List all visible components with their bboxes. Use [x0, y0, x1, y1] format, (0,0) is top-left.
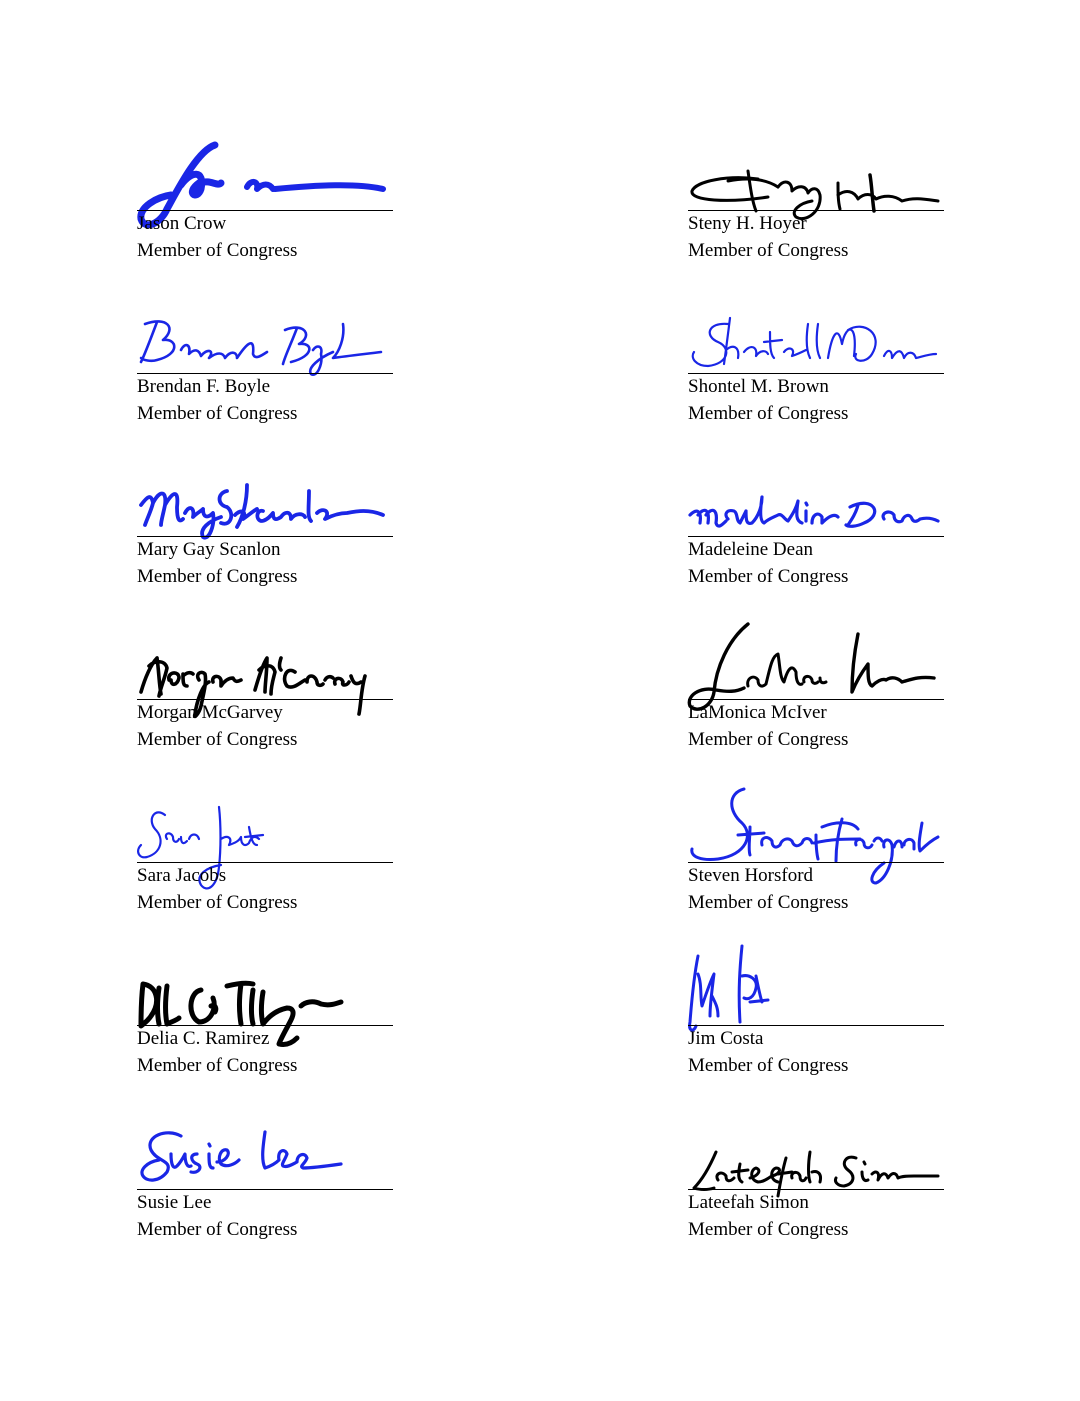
signer-name: Brendan F. Boyle — [137, 376, 271, 397]
signature-block-shontel-brown — [688, 294, 944, 444]
signature-line — [688, 1025, 944, 1026]
signer-name: Shontel M. Brown — [688, 376, 829, 397]
signer-title: Member of Congress — [137, 566, 298, 587]
signer-name: Steny H. Hoyer — [688, 213, 807, 234]
signer-name: Susie Lee — [137, 1192, 212, 1213]
signature-block-jim-costa — [688, 946, 944, 1096]
signer-name: LaMonica McIver — [688, 702, 827, 723]
signature-line — [137, 536, 393, 537]
signature-block-steven-horsford — [688, 783, 944, 933]
signature-block-steny-hoyer — [688, 131, 944, 281]
signature-line — [688, 373, 944, 374]
signer-title: Member of Congress — [688, 403, 849, 424]
signer-title: Member of Congress — [688, 729, 849, 750]
signature-block-jason-crow — [137, 131, 393, 281]
signature-line — [688, 1189, 944, 1190]
signature-block-susie-lee — [137, 1110, 393, 1260]
signer-title: Member of Congress — [688, 892, 849, 913]
signature-line — [688, 862, 944, 863]
signature-block-morgan-mcgarvey — [137, 620, 393, 770]
signer-name: Delia C. Ramirez — [137, 1028, 270, 1049]
signer-title: Member of Congress — [688, 1055, 849, 1076]
signer-name: Lateefah Simon — [688, 1192, 809, 1213]
signer-name: Jim Costa — [688, 1028, 764, 1049]
signer-name: Steven Horsford — [688, 865, 814, 886]
signer-name: Sara Jacobs — [137, 865, 227, 886]
signature-line — [137, 862, 393, 863]
signature-block-mary-gay-scanlon — [137, 457, 393, 607]
signature-line — [688, 536, 944, 537]
signer-title: Member of Congress — [137, 240, 298, 261]
signer-title: Member of Congress — [688, 1219, 849, 1240]
signature-block-brendan-boyle — [137, 294, 393, 444]
signature-line — [137, 1025, 393, 1026]
signer-title: Member of Congress — [137, 403, 298, 424]
signature-block-madeleine-dean — [688, 457, 944, 607]
signer-title: Member of Congress — [688, 240, 849, 261]
signer-title: Member of Congress — [137, 1055, 298, 1076]
signature-block-delia-ramirez — [137, 946, 393, 1096]
signature-block-lateefah-simon — [688, 1110, 944, 1260]
signature-block-lamonica-mciver — [688, 620, 944, 770]
signer-name: Jason Crow — [137, 213, 227, 234]
signature-line — [688, 699, 944, 700]
signer-title: Member of Congress — [137, 729, 298, 750]
signature-line — [688, 210, 944, 211]
signature-line — [137, 373, 393, 374]
signer-title: Member of Congress — [688, 566, 849, 587]
signer-name: Mary Gay Scanlon — [137, 539, 281, 560]
signature-line — [137, 210, 393, 211]
signer-name: Morgan McGarvey — [137, 702, 283, 723]
signer-title: Member of Congress — [137, 892, 298, 913]
signature-block-sara-jacobs — [137, 783, 393, 933]
signer-name: Madeleine Dean — [688, 539, 814, 560]
signature-line — [137, 1189, 393, 1190]
signature-line — [137, 699, 393, 700]
signer-title: Member of Congress — [137, 1219, 298, 1240]
